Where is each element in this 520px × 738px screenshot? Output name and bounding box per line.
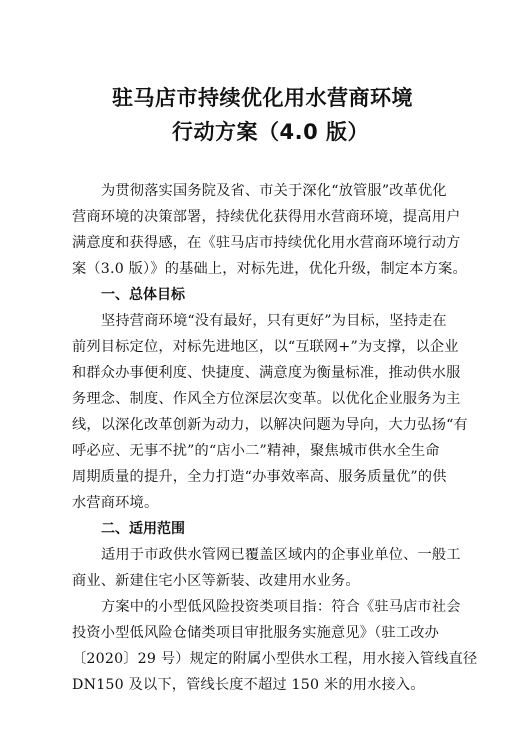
scope-line: 投资小型低风险仓储类项目审批服务实施意见》（驻工改办 [72, 625, 439, 641]
goals-line: 和群众办事便利度、快捷度、满意度为衡量标准，推动供水服 [72, 365, 461, 381]
document-title-line1: 驻马店市持续优化用水营商环境 [112, 86, 413, 110]
intro-line: 满意度和获得感，在《驻马店市持续优化用水营商环境行动方 [72, 235, 461, 251]
scope-line: 方案中的小型低风险投资类项目指：符合《驻马店市社会 [101, 599, 461, 615]
section-heading-goals: 一、总体目标 [101, 287, 185, 303]
goals-line: 前列目标定位，对标先进地区，以“互联网+”为支撑，以企业 [72, 339, 459, 355]
goals-line: 水营商环境。 [72, 495, 159, 511]
goals-line: 呼必应、无事不扰”的“店小二”精神，聚焦城市供水全生命 [72, 443, 440, 459]
scope-line: 适用于市政供水管网已覆盖区域内的企事业单位、一般工 [101, 547, 461, 563]
goals-line: 坚持营商环境“没有最好，只有更好”为目标，坚持走在 [101, 313, 447, 329]
document-title-line2: 行动方案（4.0 版） [172, 120, 370, 144]
section-heading-scope: 二、适用范围 [101, 521, 185, 537]
scope-line: 商业、新建住宅小区等新装、改建用水业务。 [72, 573, 360, 589]
goals-line: 务理念、制度、作风全方位深层次变革。以优化企业服务为主 [72, 391, 461, 407]
goals-line: 周期质量的提升，全力打造“办事效率高、服务质量优”的供 [72, 469, 447, 485]
scope-line: 〔2020〕29 号）规定的附属小型供水工程，用水接入管线直径 [72, 651, 478, 667]
intro-line: 案（3.0 版）》的基础上，对标先进，优化升级，制定本方案。 [72, 261, 467, 277]
intro-line: 营商环境的决策部署，持续优化获得用水营商环境，提高用户 [72, 209, 461, 225]
scope-line: DN150 及以下，管线长度不超过 150 米的用水接入。 [72, 677, 425, 693]
goals-line: 线，以深化改革创新为动力，以解决问题为导向，大力弘扬“有 [72, 417, 468, 433]
intro-line: 为贯彻落实国务院及省、市关于深化“放管服”改革优化 [101, 183, 447, 199]
